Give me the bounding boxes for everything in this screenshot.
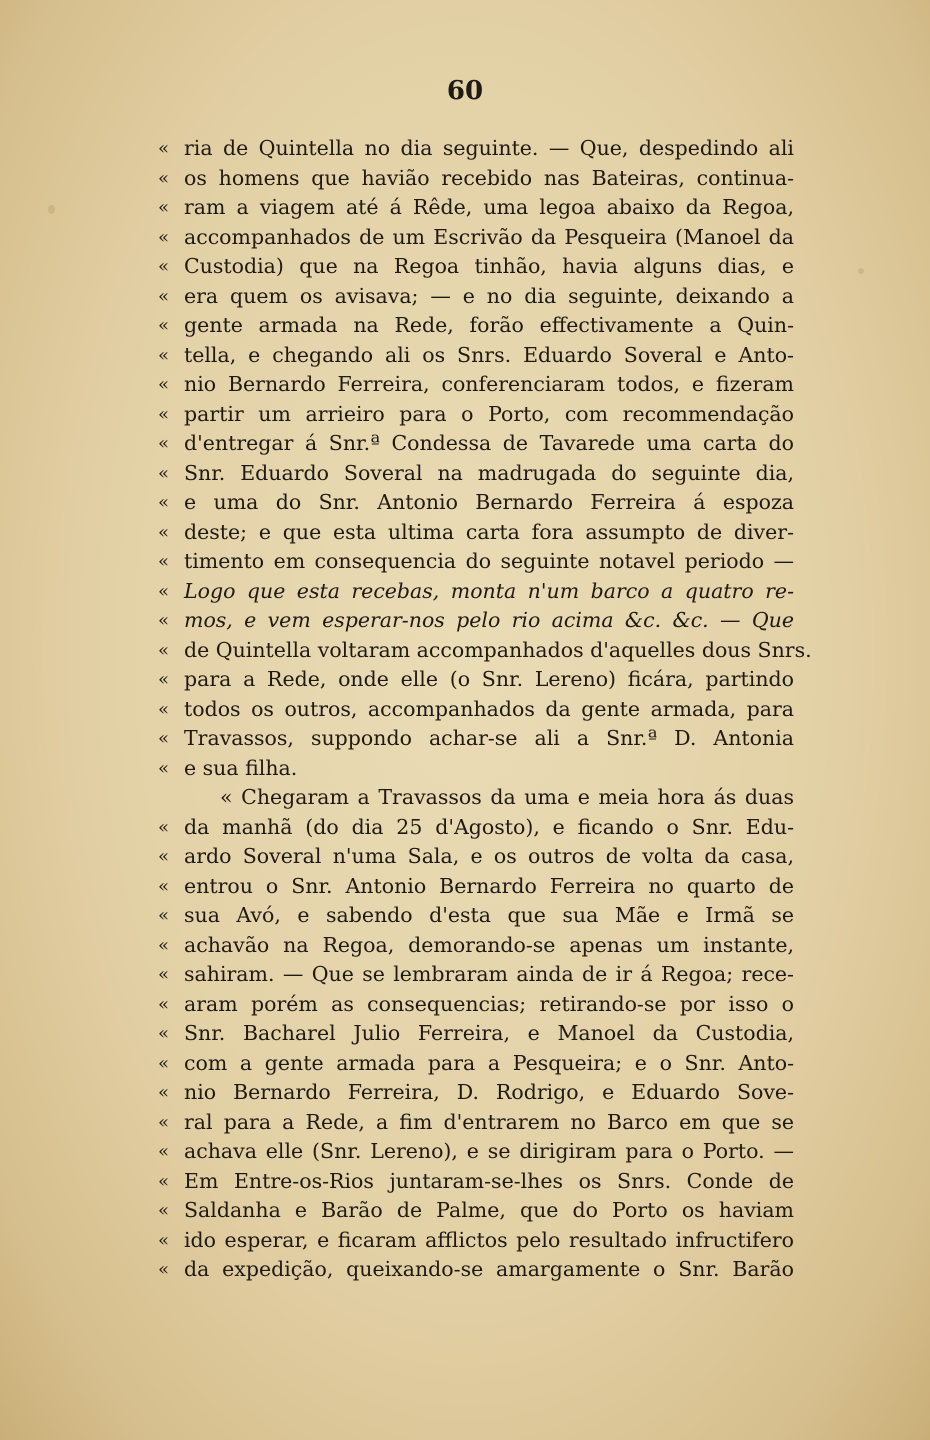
quote-mark: « <box>158 757 170 779</box>
text-line <box>140 488 800 518</box>
quote-mark: « <box>158 905 170 926</box>
text-line <box>140 636 812 666</box>
text-line <box>140 1019 800 1049</box>
body-text <box>140 134 812 1285</box>
line-text: para a Rede, onde elle (o Snr. Lereno) ficára, partindo <box>184 667 794 691</box>
quote-mark: « <box>158 433 170 454</box>
quote-mark: « <box>158 285 170 307</box>
line-text: ram a viagem até á Rêde, uma legoa abaixo da Regoa, <box>184 195 794 219</box>
line-text: nio Bernardo Ferreira, D. Rodrigo, e Eduardo Sove- <box>184 1080 794 1104</box>
paper-stain <box>48 205 55 214</box>
quote-mark: « <box>158 403 170 425</box>
line-text: com a gente armada para a Pesqueira; e o Snr. Anto- <box>184 1050 794 1075</box>
text-line <box>140 459 800 489</box>
text-line <box>140 842 800 872</box>
text-line <box>140 223 800 253</box>
quote-mark: « <box>158 521 170 543</box>
quote-mark: « <box>158 138 170 159</box>
line-text: era quem os avisava; — e no dia seguinte, deixando a <box>184 283 794 308</box>
line-text: accompanhados de um Escrivão da Pesqueira (Manoel da <box>184 224 794 249</box>
text-line <box>140 577 800 607</box>
line-text: e uma do Snr. Antonio Bernardo Ferreira á espoza <box>184 490 794 514</box>
line-text: timento em consequencia do seguinte notavel periodo — <box>184 549 794 573</box>
quote-mark: « <box>158 728 170 749</box>
text-line <box>140 1226 800 1256</box>
quote-mark: « <box>158 256 170 277</box>
line-text: entrou o Snr. Antonio Bernardo Ferreira no quarto de <box>184 873 794 898</box>
line-text: ria de Quintella no dia seguinte. — Que, despedindo ali <box>184 136 794 160</box>
quote-mark: « <box>158 875 170 897</box>
text-line <box>140 429 800 459</box>
text-line <box>140 252 800 282</box>
line-text: mos, e vem esperar-nos pelo rio acima &c. &c. — Que <box>184 608 794 632</box>
quote-mark: « <box>158 1111 170 1133</box>
line-text: Travassos, suppondo achar-se ali a Snr.ª D. Antonia <box>184 726 794 750</box>
text-line <box>140 931 800 961</box>
line-text: todos os outros, accompanhados da gente armada, para <box>184 696 794 721</box>
line-text: partir um arrieiro para o Porto, com recommendação <box>184 401 794 426</box>
line-text: achava elle (Snr. Lereno), e se dirigiram para o Porto. — <box>184 1139 794 1163</box>
text-line <box>140 341 800 371</box>
line-text: ardo Soveral n'uma Sala, e os outros de volta da casa, <box>184 844 794 868</box>
quote-mark: « <box>158 964 170 985</box>
line-text: gente armada na Rede, forão effectivamente a Quin- <box>184 313 794 337</box>
line-text: Em Entre-os-Rios juntaram-se-lhes os Snrs. Conde de <box>184 1168 794 1193</box>
text-line <box>140 990 800 1020</box>
text-line <box>140 783 800 813</box>
line-text: da manhã (do dia 25 d'Agosto), e ficando o Snr. Edu- <box>184 814 794 839</box>
line-text: aram porém as consequencias; retirando-se por isso o <box>184 991 794 1016</box>
text-line <box>140 724 800 754</box>
quote-mark: « <box>158 1170 170 1192</box>
line-text: Snr. Eduardo Soveral na madrugada do seguinte dia, <box>184 460 794 485</box>
text-line <box>140 606 800 636</box>
text-line <box>140 282 800 312</box>
text-line <box>140 1078 800 1108</box>
quote-mark: « <box>158 167 170 189</box>
line-text: sahiram. — Que se lembraram ainda de ir á Regoa; rece- <box>184 962 794 986</box>
text-line <box>140 754 800 784</box>
quote-mark: « <box>158 1229 170 1251</box>
quote-mark: « <box>158 698 170 720</box>
text-line <box>140 547 800 577</box>
quote-mark: « <box>158 1052 170 1074</box>
text-line <box>140 872 800 902</box>
text-line <box>140 518 800 548</box>
quote-mark: « <box>158 816 170 838</box>
quote-mark: « <box>158 580 170 602</box>
line-text: deste; e que esta ultima carta fora assumpto de diver- <box>184 519 794 544</box>
line-text: os homens que havião recebido nas Bateiras, continua- <box>184 165 794 190</box>
quote-mark: « <box>158 1259 170 1280</box>
quote-mark: « <box>158 492 170 513</box>
quote-mark: « <box>158 374 170 395</box>
quote-mark: « <box>158 934 170 956</box>
line-text: « Chegaram a Travassos da uma e meia hora ás duas <box>220 785 794 809</box>
quote-mark: « <box>158 551 170 572</box>
line-text: Snr. Bacharel Julio Ferreira, e Manoel da Custodia, <box>184 1021 794 1045</box>
paper-stain <box>858 268 864 274</box>
text-line <box>140 164 800 194</box>
page-number: 60 <box>446 76 484 106</box>
quote-mark: « <box>158 315 170 336</box>
line-text: Saldanha e Barão de Palme, que do Porto os haviam <box>184 1198 794 1222</box>
text-line <box>140 370 800 400</box>
text-line <box>140 1167 800 1197</box>
line-text: de Quintella voltaram accompanhados d'aquelles dous Snrs. <box>184 637 812 662</box>
text-line <box>140 1255 800 1285</box>
quote-mark: « <box>158 1141 170 1162</box>
quote-mark: « <box>158 344 170 366</box>
text-line <box>140 1196 800 1226</box>
line-text: achavão na Regoa, demorando-se apenas um instante, <box>184 932 794 957</box>
text-line <box>140 134 800 164</box>
line-text: nio Bernardo Ferreira, conferenciaram todos, e fizeram <box>184 372 794 396</box>
line-text: Custodia) que na Regoa tinhão, havia alguns dias, e <box>184 254 794 278</box>
quote-mark: « <box>158 1082 170 1103</box>
line-text: ido esperar, e ficaram afflictos pelo resultado infructifero <box>184 1227 794 1252</box>
text-line <box>140 960 800 990</box>
line-text: Logo que esta recebas, monta n'um barco a quatro re- <box>184 578 794 603</box>
text-line <box>140 400 800 430</box>
text-line <box>140 1137 800 1167</box>
quote-mark: « <box>158 669 170 690</box>
quote-mark: « <box>158 226 170 248</box>
line-text: d'entregar á Snr.ª Condessa de Tavarede uma carta do <box>184 431 794 455</box>
quote-mark: « <box>158 197 170 218</box>
quote-mark: « <box>158 1200 170 1221</box>
quote-mark: « <box>158 846 170 867</box>
text-line <box>140 813 800 843</box>
quote-mark: « <box>158 610 170 631</box>
text-line <box>140 901 800 931</box>
text-line <box>140 695 800 725</box>
text-line <box>140 1049 800 1079</box>
quote-mark: « <box>158 639 170 661</box>
quote-mark: « <box>158 1023 170 1044</box>
line-text: e sua filha. <box>184 755 298 780</box>
quote-mark: « <box>158 462 170 484</box>
line-text: sua Avó, e sabendo d'esta que sua Mãe e Irmã se <box>184 903 794 927</box>
text-line <box>140 193 800 223</box>
line-text: da expedição, queixando-se amargamente o Snr. Barão <box>184 1257 794 1281</box>
line-text: tella, e chegando ali os Snrs. Eduardo Soveral e Anto- <box>184 342 794 367</box>
text-line <box>140 665 800 695</box>
line-text: ral para a Rede, a fim d'entrarem no Barco em que se <box>184 1109 794 1134</box>
text-line <box>140 1108 800 1138</box>
text-line <box>140 311 800 341</box>
quote-mark: « <box>158 993 170 1015</box>
